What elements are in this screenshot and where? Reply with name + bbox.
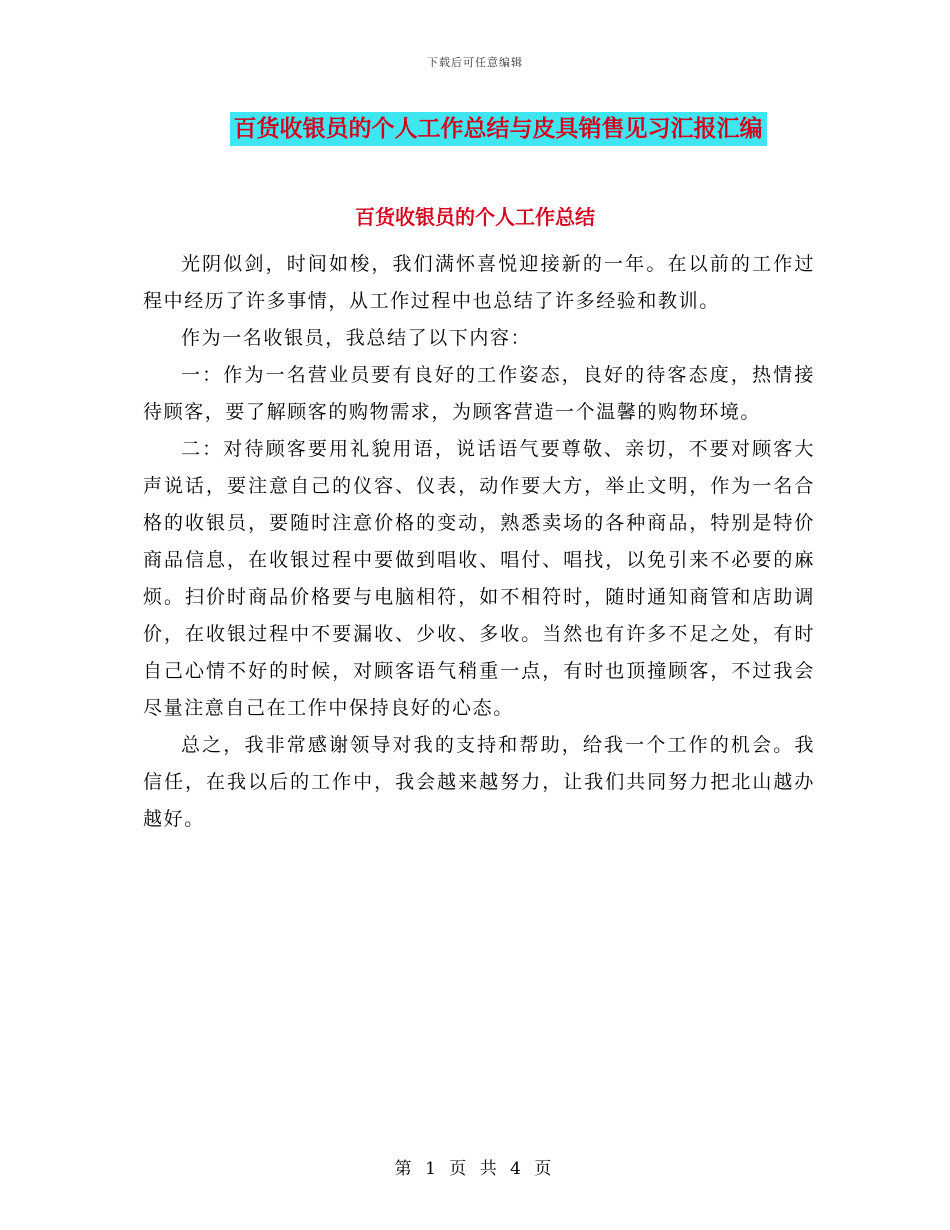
- paragraph-3: 一：作为一名营业员要有良好的工作姿态，良好的待客态度，热情接待顾客，要了解顾客的购物需求，为顾客营造一个温馨的购物环境。: [143, 364, 815, 423]
- paragraph-5: 总之，我非常感谢领导对我的支持和帮助，给我一个工作的机会。我信任，在我以后的工作中，我会越来越努力，让我们共同努力把北山越办越好。: [143, 734, 815, 830]
- document-body: [143, 246, 815, 838]
- paragraph-1: 光阴似剑，时间如梭，我们满怀喜悦迎接新的一年。在以前的工作过程中经历了许多事情，从工作过程中也总结了许多经验和教训。: [143, 253, 815, 312]
- page-number: 第 1 页 共 4 页: [394, 1159, 556, 1179]
- main-title-container: [0, 112, 950, 146]
- section-title: 百货收银员的个人工作总结: [355, 205, 595, 229]
- header-note: 下载后可任意编辑: [427, 56, 523, 69]
- paragraph-2: 作为一名收银员，我总结了以下内容：: [181, 327, 532, 349]
- paragraph-4: 二：对待顾客要用礼貌用语，说话语气要尊敬、亲切，不要对顾客大声说话，要注意自己的仪容、仪表，动作要大方，举止文明，作为一名合格的收银员，要随时注意价格的变动，熟悉卖场的各种商品，特别是特价商品信息，在收银过程中要做到唱收、唱付、唱找，以免引来不必要的麻烦。扫价时商品价格要与电脑相符，如不相符时，随时通知商管和店助调价，在收银过程中不要漏收、少收、多收。当然也有许多不足之处，有时自己心情不好的时候，对顾客语气稍重一点，有时也顶撞顾客，不过我会尽量注意自己在工作中保持良好的心态。: [143, 438, 815, 719]
- document-title: 百货收银员的个人工作总结与皮具销售见习汇报汇编: [230, 112, 767, 146]
